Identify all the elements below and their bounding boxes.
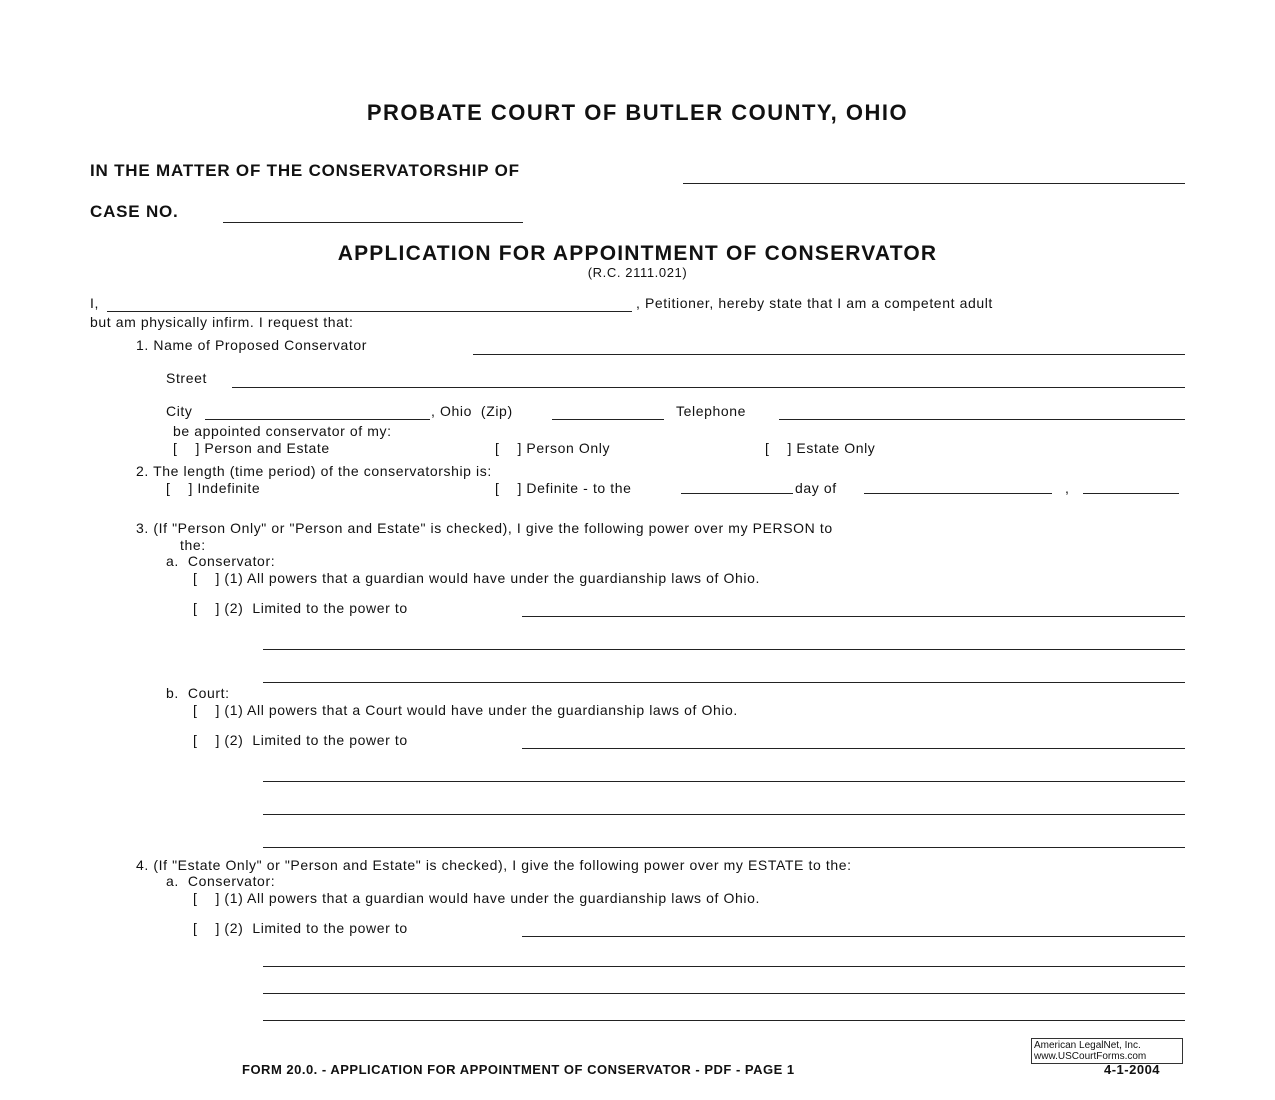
stamp-line2: www.USCourtForms.com [1034,1051,1147,1062]
year-field[interactable] [1083,493,1179,494]
limited-power-3a-line[interactable] [522,616,1185,617]
item3-b-label: b. Court: [166,685,230,701]
limited-power-3a-line[interactable] [263,649,1185,650]
limited-power-3b-line[interactable] [263,781,1185,782]
item3-label: 3. (If "Person Only" or "Person and Estate" is checked), I give the following power over my PERSON to [136,520,833,536]
limited-power-3a-line[interactable] [263,682,1185,683]
item4-label: 4. (If "Estate Only" or "Person and Estate" is checked), I give the following power over my ESTATE to the: [136,857,852,873]
checkbox-4a2[interactable]: [ ] (2) Limited to the power to [193,920,408,936]
limited-power-3b-line[interactable] [263,847,1185,848]
limited-power-4a-line[interactable] [263,966,1185,967]
zip-label: , Ohio (Zip) [431,403,513,419]
zip-field[interactable] [552,419,664,420]
city-label: City [166,403,193,419]
checkbox-3a1[interactable]: [ ] (1) All powers that a guardian would have under the guardianship laws of Ohio. [193,570,760,586]
checkbox-indefinite[interactable]: [ ] Indefinite [166,480,261,496]
item2-label: 2. The length (time period) of the conservatorship is: [136,463,492,479]
street-field[interactable] [232,387,1185,388]
case-no-label: CASE NO. [90,202,179,221]
item4-a-label: a. Conservator: [166,873,276,889]
item3-label-cont: the: [180,537,206,553]
petitioner-name-field[interactable] [107,311,632,312]
footer-form-id: FORM 20.0. - APPLICATION FOR APPOINTMENT OF CONSERVATOR - PDF - PAGE 1 [242,1062,795,1077]
checkbox-estate-only[interactable]: [ ] Estate Only [765,440,876,456]
comma: , [1065,480,1070,496]
appointed-label: be appointed conservator of my: [173,423,392,439]
city-field[interactable] [205,419,430,420]
month-field[interactable] [864,493,1052,494]
court-title: PROBATE COURT OF BUTLER COUNTY, OHIO [366,100,909,125]
limited-power-4a-line[interactable] [263,993,1185,994]
day-of-label: day of [795,480,837,496]
checkbox-3a2[interactable]: [ ] (2) Limited to the power to [193,600,408,616]
day-field[interactable] [681,493,793,494]
item3-a-label: a. Conservator: [166,553,276,569]
matter-label: IN THE MATTER OF THE CONSERVATORSHIP OF [90,161,520,180]
checkbox-person-only[interactable]: [ ] Person Only [495,440,611,456]
footer-date: 4-1-2004 [1104,1062,1161,1077]
street-label: Street [166,370,207,386]
intro-i: I, [90,295,99,311]
checkbox-definite[interactable]: [ ] Definite - to the [495,480,632,496]
checkbox-person-and-estate[interactable]: [ ] Person and Estate [173,440,330,456]
conservator-name-field[interactable] [473,354,1185,355]
publisher-stamp [1031,1038,1183,1064]
checkbox-4a1[interactable]: [ ] (1) All powers that a guardian would have under the guardianship laws of Ohio. [193,890,760,906]
limited-power-4a-line[interactable] [522,936,1185,937]
stamp-line1: American LegalNet, Inc. [1034,1040,1141,1051]
telephone-field[interactable] [779,419,1185,420]
limited-power-4a-line[interactable] [263,1020,1185,1021]
statute-ref: (R.C. 2111.021) [587,265,688,280]
conservatee-name-field[interactable] [683,183,1185,184]
telephone-label: Telephone [676,403,747,419]
case-no-field[interactable] [223,222,523,223]
intro-petitioner: , Petitioner, hereby state that I am a competent adult [636,295,993,311]
intro-line2: but am physically infirm. I request that: [90,314,354,330]
checkbox-3b2[interactable]: [ ] (2) Limited to the power to [193,732,408,748]
limited-power-3b-line[interactable] [522,748,1185,749]
checkbox-3b1[interactable]: [ ] (1) All powers that a Court would have under the guardianship laws of Ohio. [193,702,738,718]
form-title: APPLICATION FOR APPOINTMENT OF CONSERVATOR [337,242,938,265]
item1-label: 1. Name of Proposed Conservator [136,337,368,353]
limited-power-3b-line[interactable] [263,814,1185,815]
